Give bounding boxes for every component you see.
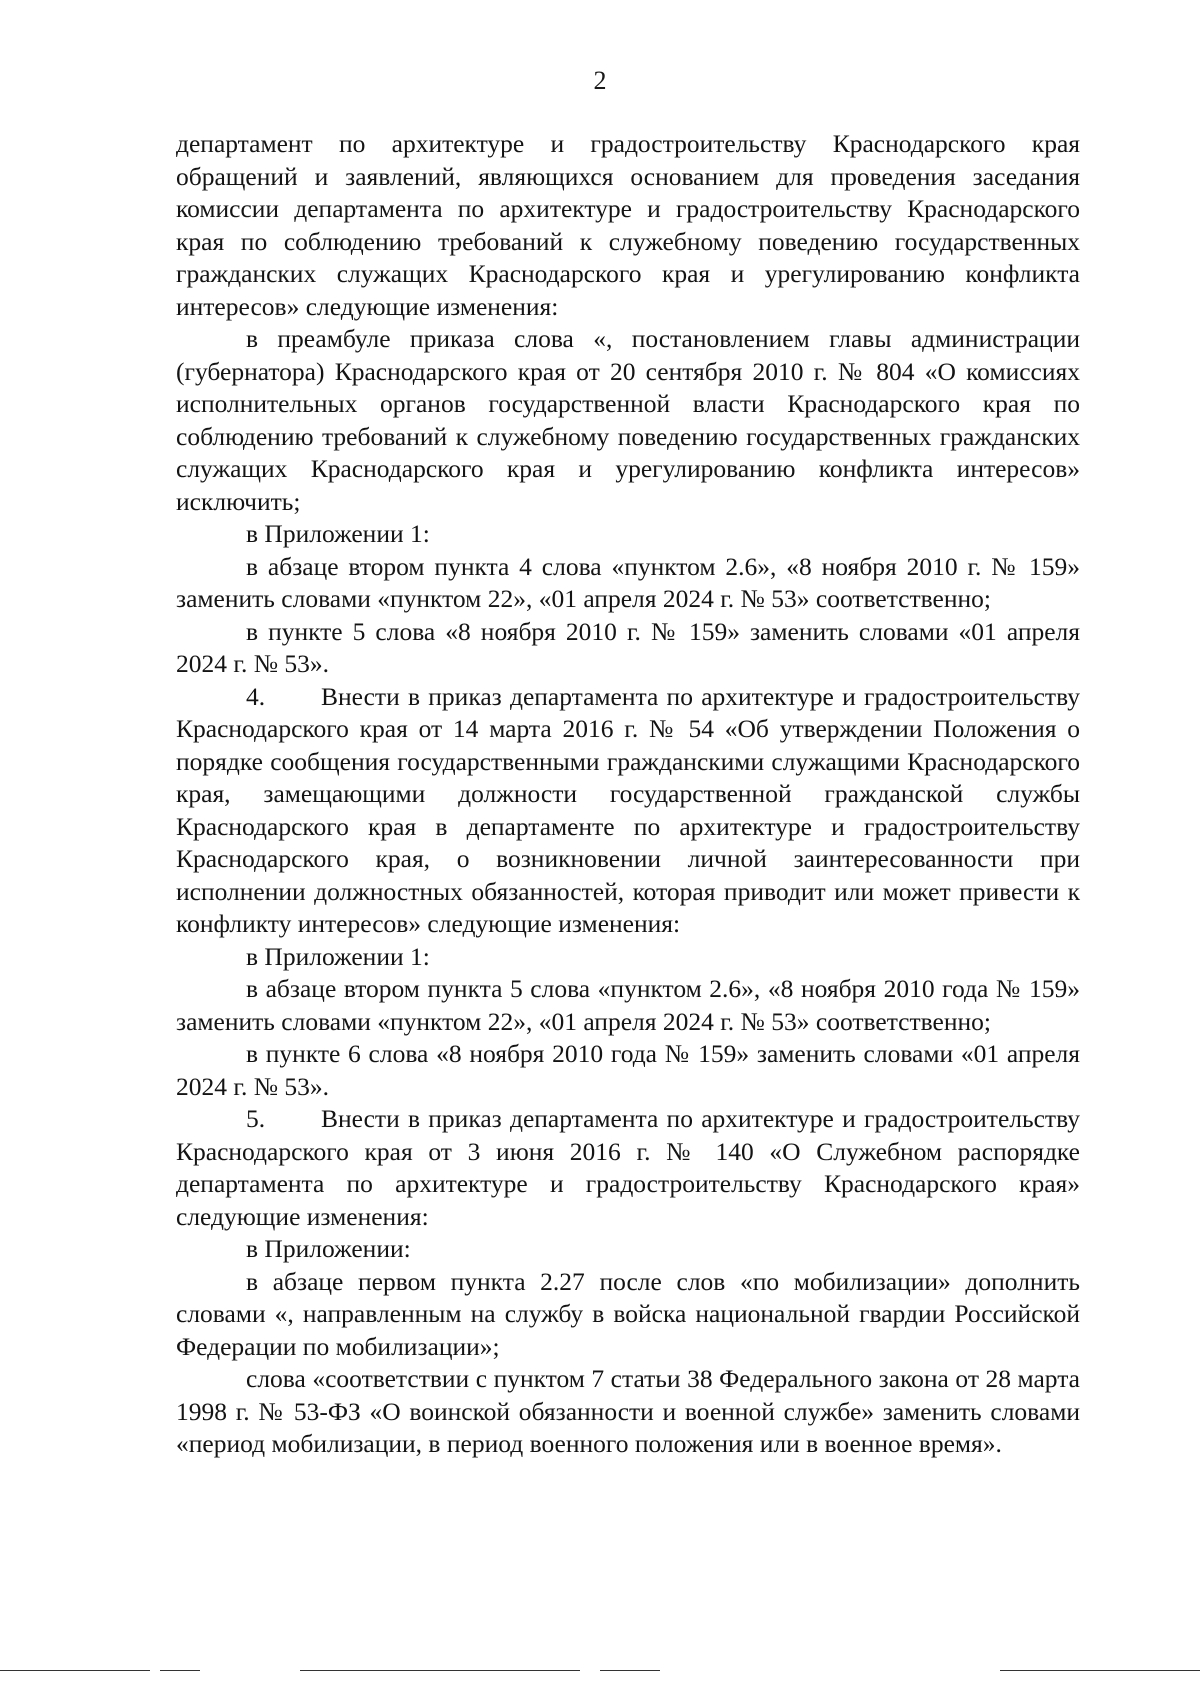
- paragraph-text: в Приложении 1:: [246, 941, 430, 971]
- paragraph: [176, 1038, 1080, 1103]
- paragraph: [176, 1266, 1080, 1364]
- paragraph: [176, 323, 1080, 518]
- scan-footer-lines: [0, 1666, 1200, 1676]
- paragraph-text: в Приложении:: [246, 1234, 411, 1263]
- paragraph-text: в Приложении 1:: [246, 519, 430, 548]
- paragraph: [176, 973, 1080, 1038]
- paragraph: [176, 1363, 1080, 1461]
- paragraph-text: в преамбуле приказа слова «, постановлением главы администрации (губернатора) Краснодарского края от 20 сентября 2010 г. № 804 «О комиссиях исполнительных органов государственной власти Краснодарского края по соблюдению требований к служебному поведению государственных гражданских служащих Краснодарского края и урегулированию конфликта интересов» исключить;: [176, 324, 1080, 516]
- paragraph: [176, 551, 1080, 616]
- footer-line: [1000, 1670, 1200, 1671]
- paragraph: [176, 128, 1080, 323]
- page-number: 2: [593, 66, 607, 95]
- numbered-paragraph: [176, 681, 1080, 941]
- footer-line: [600, 1670, 660, 1671]
- paragraph: [176, 616, 1080, 681]
- paragraph-text: в абзаце втором пункта 5 слова «пунктом 2.6», «8 ноября 2010 года № 159» заменить словами «пунктом 22», «01 апреля 2024 г. № 53» соответственно;: [176, 974, 1080, 1036]
- footer-line: [160, 1670, 200, 1671]
- paragraph-text: в абзаце первом пункта 2.27 после слов «по мобилизации» дополнить словами «, направленным на службу в войска национальной гвардии Российской Федерации по мобилизации»;: [176, 1266, 1080, 1361]
- paragraph-number: 4.: [246, 681, 266, 711]
- paragraph-text: в пункте 5 слова «8 ноября 2010 г. № 159» заменить словами «01 апреля 2024 г. № 53».: [176, 616, 1080, 678]
- document-body: [176, 128, 1080, 1461]
- paragraph-number: 5.: [246, 1104, 266, 1133]
- footer-line: [0, 1670, 150, 1671]
- footer-line: [300, 1670, 580, 1671]
- paragraph: [176, 1233, 1080, 1266]
- paragraph: [176, 941, 1080, 974]
- paragraph-text: слова «соответствии с пунктом 7 статьи 38 Федерального закона от 28 марта 1998 г. № 53-ФЗ «О воинской обязанности и военной службе» заменить словами «период мобилизации, в период военного положения или в военное время».: [176, 1364, 1080, 1458]
- numbered-paragraph: [176, 1103, 1080, 1233]
- paragraph-text: Внести в приказ департамента по архитектуре и градостроительству Краснодарского края от 3 июня 2016 г. № 140 «О Служебном распорядке департамента по архитектуре и градостроительству Краснодарского края» следующие изменения:: [176, 1104, 1080, 1231]
- paragraph-text: в пункте 6 слова «8 ноября 2010 года № 159» заменить словами «01 апреля 2024 г. № 53».: [176, 1039, 1080, 1101]
- paragraph-text: Внести в приказ департамента по архитектуре и градостроительству Краснодарского края от 14 марта 2016 г. № 54 «Об утверждении Положения о порядке сообщения государственными гражданскими служащими Краснодарского края, замещающими должности государственной гражданской службы Краснодарского края в департаменте по архитектуре и градостроительству Краснодарского края, о возникновении личной заинтересованности при исполнении должностных обязанностей, которая приводит или может привести к конфликту интересов» следующие изменения:: [176, 681, 1080, 938]
- paragraph: [176, 518, 1080, 551]
- paragraph-text: департамент по архитектуре и градостроительству Краснодарского края обращений и заявлений, являющихся основанием для проведения заседания комиссии департамента по архитектуре и градостроительству Краснодарского края по соблюдению требований к служебному поведению государственных гражданских служащих Краснодарского края и урегулированию конфликта интересов» следующие изменения:: [176, 129, 1080, 321]
- paragraph-text: в абзаце втором пункта 4 слова «пунктом 2.6», «8 ноября 2010 г. № 159» заменить словами «пунктом 22», «01 апреля 2024 г. № 53» соответственно;: [176, 551, 1080, 613]
